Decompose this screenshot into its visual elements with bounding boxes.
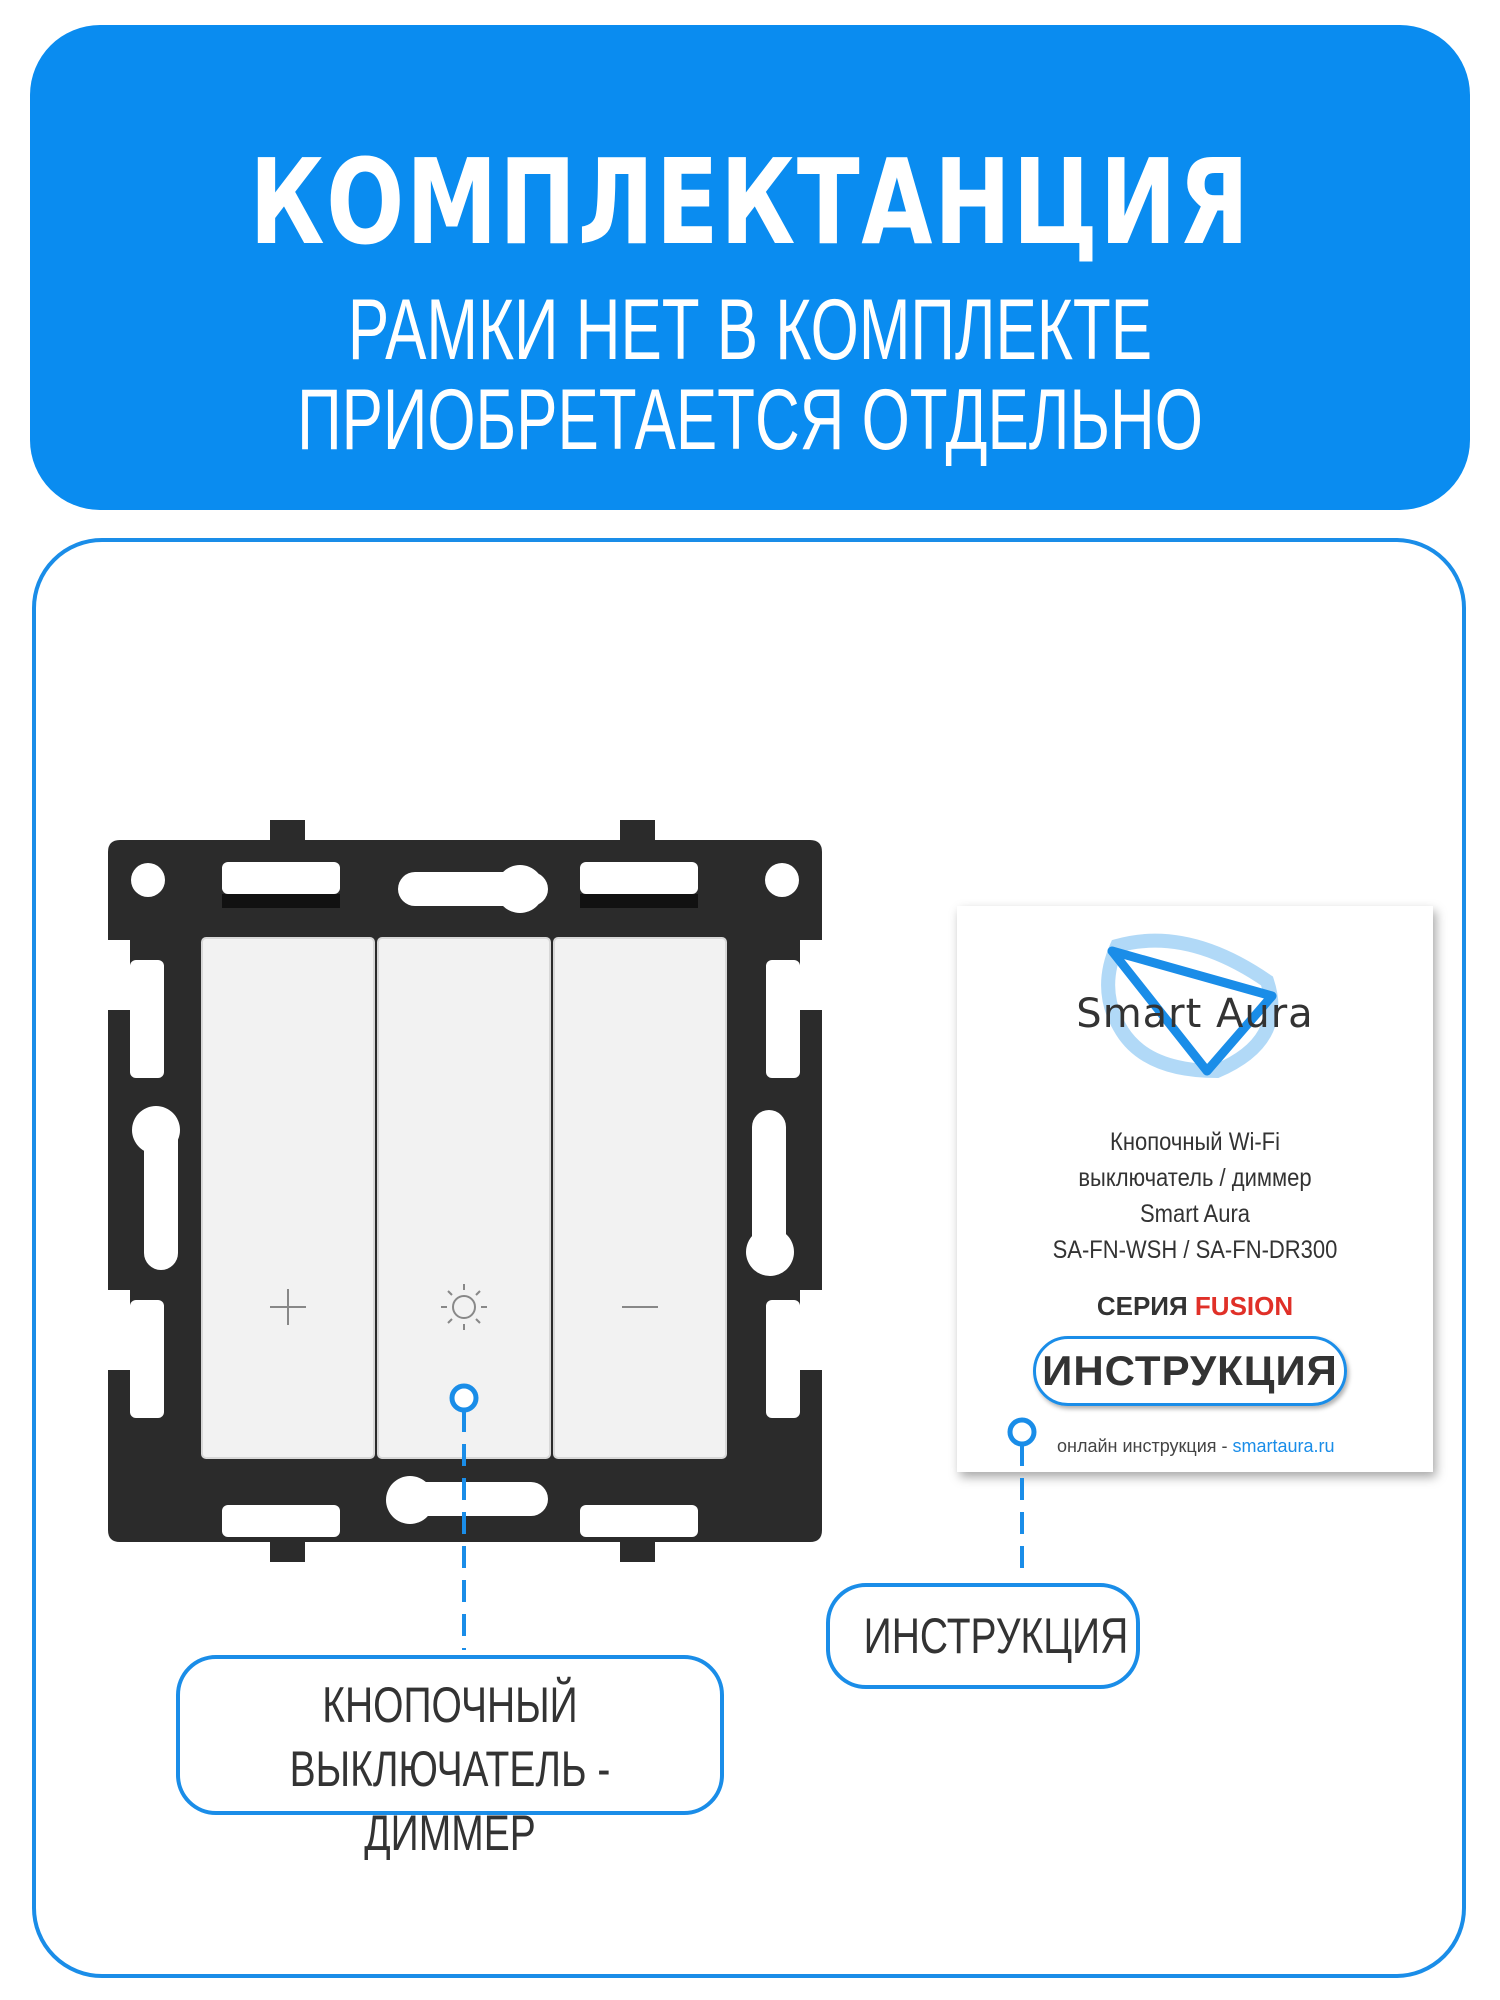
- desc-line4: SA-FN-WSH / SA-FN-DR300: [1052, 1236, 1338, 1264]
- callout-switch-line2: ВЫКЛЮЧАТЕЛЬ - ДИММЕР: [289, 1741, 611, 1861]
- online-label: онлайн инструкция -: [1057, 1436, 1233, 1456]
- brand-name: Smart Aura: [1076, 991, 1314, 1037]
- banner-subtitle-line2: ПРИОБРЕТАЕТСЯ ОТДЕЛЬНО: [297, 372, 1203, 468]
- callout-instruction: [826, 1583, 1140, 1689]
- series-prefix: СЕРИЯ: [1096, 1291, 1188, 1321]
- banner-subtitle-line1: РАМКИ НЕТ В КОМПЛЕКТЕ: [347, 282, 1153, 378]
- desc-line2: выключатель / диммер: [1078, 1164, 1312, 1192]
- desc-line3: Smart Aura: [1139, 1200, 1251, 1228]
- series-name: FUSION: [1194, 1291, 1294, 1321]
- switch-connector-dot: [452, 1386, 476, 1410]
- desc-line1: Кнопочный Wi-Fi: [1109, 1128, 1281, 1156]
- callout-switch-line1: КНОПОЧНЫЙ: [322, 1677, 578, 1733]
- instruction-badge: ИНСТРУКЦИЯ: [1033, 1336, 1347, 1406]
- manual-connector-dot: [1010, 1420, 1034, 1444]
- callout-switch-dimmer: [176, 1655, 724, 1861]
- page-title: КОМПЛЕКТАНЦИЯ: [249, 133, 1251, 271]
- online-link[interactable]: smartaura.ru: [1232, 1436, 1335, 1456]
- callout-instruction-label: ИНСТРУКЦИЯ: [863, 1608, 1129, 1664]
